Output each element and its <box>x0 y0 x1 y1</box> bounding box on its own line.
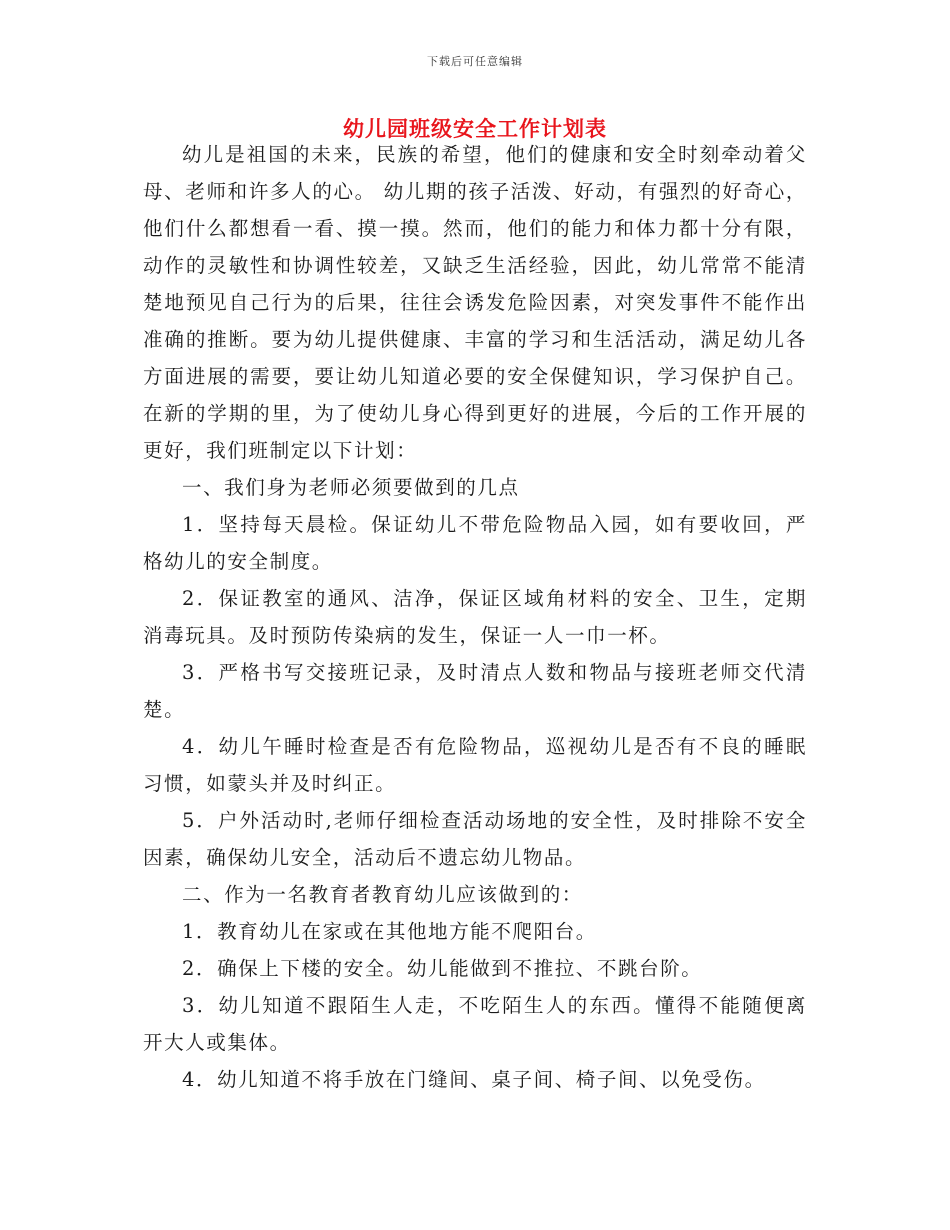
header-note: 下载后可任意编辑 <box>427 55 523 68</box>
section-1-item-5: 5．户外活动时,老师仔细检查活动场地的安全性，及时排除不安全因素，确保幼儿安全，活动后不遗忘幼儿物品。 <box>143 809 807 869</box>
section-1-item-2: 2．保证教室的通风、洁净，保证区域角材料的安全、卫生，定期消毒玩具。及时预防传染病的发生，保证一人一巾一杯。 <box>143 587 807 647</box>
section-1-item-4: 4．幼儿午睡时检查是否有危险物品，巡视幼儿是否有不良的睡眠习惯，如蒙头并及时纠正。 <box>143 735 807 795</box>
document-title: 幼儿园班级安全工作计划表 <box>343 116 607 141</box>
intro-paragraph: 幼儿是祖国的未来，民族的希望，他们的健康和安全时刻牵动着父母、老师和许多人的心。 幼儿期的孩子活泼、好动，有强烈的好奇心，他们什么都想看一看、摸一摸。然而，他们的能力和体力都十分有限，动作的灵敏性和协调性较差，又缺乏生活经验，因此，幼儿常常不能清楚地预见自己行为的后果，往往会诱发危险因素，对突发事件不能作出准确的推断。要为幼儿提供健康、丰富的学习和生活活动，满足幼儿各方面进展的需要，要让幼儿知道必要的安全保健知识，学习保护自己。在新的学期的里，为了使幼儿身心得到更好的进展，今后的工作开展的更好，我们班制定以下计划： <box>143 143 807 462</box>
section-1-heading: 一、我们身为老师必须要做到的几点 <box>182 476 520 499</box>
section-1-item-1: 1．坚持每天晨检。保证幼儿不带危险物品入园，如有要收回，严格幼儿的安全制度。 <box>143 513 807 573</box>
section-2-item-1: 1．教育幼儿在家或在其他地方能不爬阳台。 <box>182 920 597 943</box>
section-2-item-2: 2．确保上下楼的安全。幼儿能做到不推拉、不跳台阶。 <box>182 957 703 980</box>
section-2-item-3: 3．幼儿知道不跟陌生人走，不吃陌生人的东西。懂得不能随便离开大人或集体。 <box>143 994 807 1054</box>
section-2-heading: 二、作为一名教育者教育幼儿应该做到的： <box>182 883 583 906</box>
section-2-item-4: 4．幼儿知道不将手放在门缝间、桌子间、椅子间、以免受伤。 <box>182 1068 766 1091</box>
section-1-item-3: 3．严格书写交接班记录，及时清点人数和物品与接班老师交代清楚。 <box>143 661 807 721</box>
document-body <box>143 136 807 1098</box>
